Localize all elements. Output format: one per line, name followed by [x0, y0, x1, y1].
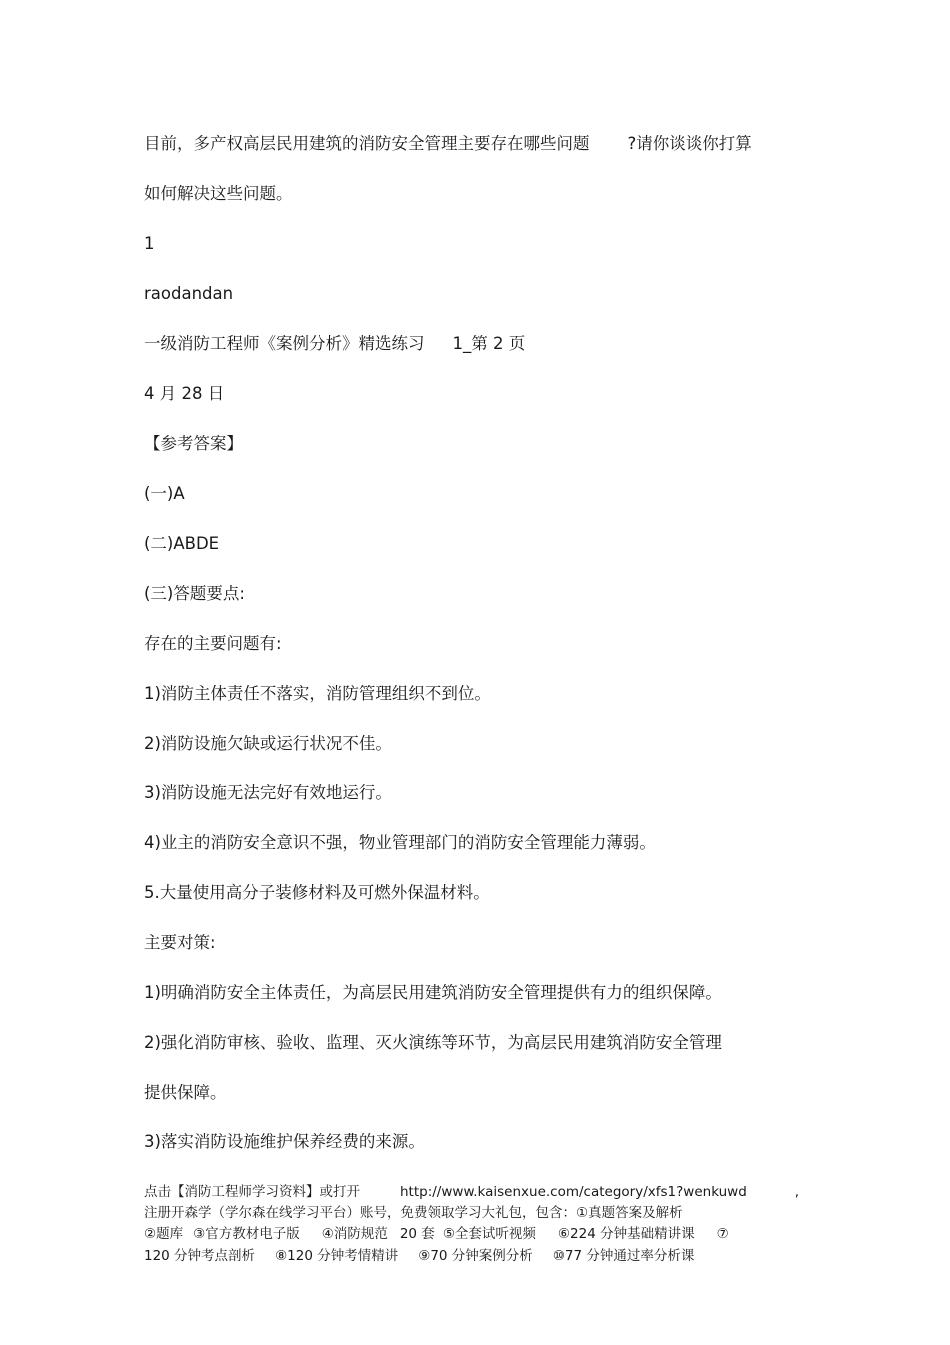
author-name: raodandan — [144, 284, 234, 303]
footer-line-2: 注册开森学（学尔森在线学习平台）账号，免费领取学习大礼包，包含：①真题答案及解析 — [144, 1205, 683, 1221]
footer-item: 120 分钟考点剖析 — [144, 1248, 256, 1264]
footer-item: ⑦ — [716, 1226, 729, 1242]
measure-item: 2)强化消防审核、验收、监理、灭火演练等环节，为高层民用建筑消防安全管理 — [144, 1033, 722, 1052]
footer-prefix: 点击【消防工程师学习资料】或打开 — [144, 1184, 360, 1200]
footer-item: ④消防规范 — [321, 1226, 388, 1242]
footer-item: ⑤全套试听视频 — [442, 1226, 536, 1242]
problems-heading: 存在的主要问题有: — [144, 634, 282, 653]
problem-item: 4)业主的消防安全意识不强，物业管理部门的消防安全管理能力薄弱。 — [144, 833, 656, 852]
footer-line-4 — [144, 1248, 694, 1265]
footer-url-link[interactable]: http://www.kaisenxue.com/category/xfs1?wenkuwd — [400, 1184, 747, 1200]
footer-comma: , — [794, 1184, 800, 1200]
date-line: 4 月 28 日 — [144, 384, 225, 403]
footer-item: ③官方教材电子版 — [193, 1226, 300, 1242]
measures-heading: 主要对策: — [144, 933, 216, 952]
question-line-2: 如何解决这些问题。 — [144, 184, 293, 203]
question-text: 目前，多产权高层民用建筑的消防安全管理主要存在哪些问题 — [144, 134, 590, 153]
question-text-continued: ?请你谈谈你打算 — [627, 134, 752, 153]
problem-item: 3)消防设施无法完好有效地运行。 — [144, 783, 392, 802]
measure-item-continued: 提供保障。 — [144, 1083, 227, 1102]
question-line-1 — [144, 134, 752, 154]
measure-item: 3)落实消防设施维护保养经费的来源。 — [144, 1132, 425, 1151]
problem-item: 2)消防设施欠缺或运行状况不佳。 — [144, 734, 392, 753]
answer-2: (二)ABDE — [144, 534, 220, 553]
footer-item: ⑧120 分钟考情精讲 — [275, 1248, 399, 1264]
footer-item: ②题库 — [144, 1226, 184, 1242]
source-line — [144, 334, 525, 354]
footer-item: 20 套 — [399, 1226, 435, 1242]
footer-item: ⑥224 分钟基础精讲课 — [557, 1226, 695, 1242]
source-page: 1_第 2 页 — [452, 334, 526, 353]
source-title: 一级消防工程师《案例分析》精选练习 — [144, 334, 425, 353]
measure-item: 1)明确消防安全主体责任，为高层民用建筑消防安全管理提供有力的组织保障。 — [144, 983, 722, 1002]
answer-heading: 【参考答案】 — [144, 434, 243, 453]
footer-item: ⑩77 分钟通过率分析课 — [552, 1248, 695, 1264]
problem-item: 1)消防主体责任不落实，消防管理组织不到位。 — [144, 684, 491, 703]
answer-1: (一)A — [144, 484, 185, 503]
page-number: 1 — [144, 234, 155, 253]
footer-line-3 — [144, 1226, 729, 1243]
problem-item: 5.大量使用高分子装修材料及可燃外保温材料。 — [144, 883, 490, 902]
footer-item: ⑨70 分钟案例分析 — [418, 1248, 533, 1264]
answer-3: (三)答题要点: — [144, 584, 245, 603]
footer-line-1 — [144, 1184, 799, 1201]
